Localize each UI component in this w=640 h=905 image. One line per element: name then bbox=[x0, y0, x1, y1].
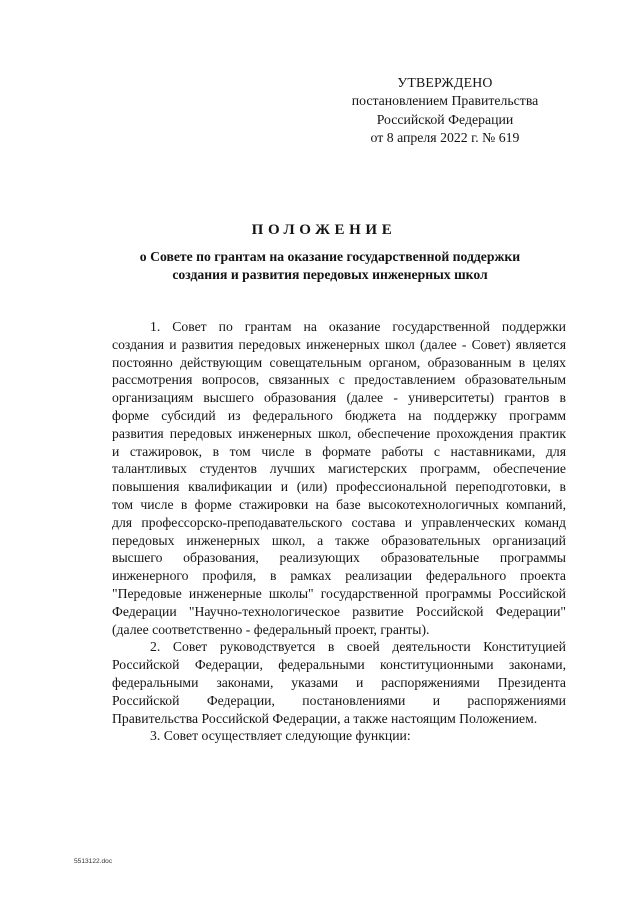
paragraph-2 bbox=[74, 638, 566, 727]
text-line: передовых инженерных школ, а также образовательных организаций bbox=[112, 532, 566, 548]
text-line: "Передовые инженерные школы" государственной программы Российской bbox=[112, 585, 566, 601]
approval-stamp bbox=[300, 74, 590, 148]
document-subtitle bbox=[80, 248, 580, 284]
text-line: Федерации "Научно-технологическое развитие Российской Федерации" bbox=[112, 603, 566, 619]
document-body bbox=[74, 318, 566, 745]
text-line: 3. Совет осуществляет следующие функции: bbox=[150, 728, 411, 744]
text-line: том числе в форме стажировки на базе высокотехнологичных компаний, bbox=[112, 496, 566, 512]
text-line: Правительства Российской Федерации, а также настоящим Положением. bbox=[112, 710, 538, 726]
text-line: федеральными законами, указами и распоряжениями Президента bbox=[112, 674, 566, 690]
text-line: (далее соответственно - федеральный проект, гранты). bbox=[112, 621, 430, 637]
text-line: талантливых студентов лучших магистерских программ, обеспечение bbox=[112, 461, 566, 477]
text-line: форме субсидий из федерального бюджета на поддержку программ bbox=[112, 407, 566, 423]
text-line: Российской Федерации, федеральными конституционными законами, bbox=[112, 657, 566, 673]
text-line: организациям высшего образования (далее - университеты) грантов в bbox=[112, 390, 566, 406]
text-line: 1. Совет по грантам на оказание государственной поддержки bbox=[150, 319, 566, 334]
text-line: Российской Федерации, постановлениями и распоряжениями bbox=[112, 692, 566, 708]
approval-heading: УТВЕРЖДЕНО bbox=[397, 75, 493, 90]
text-line: рассмотрения вопросов, связанных с предоставлением образовательным bbox=[112, 372, 566, 388]
document-title: ПОЛОЖЕНИЕ bbox=[251, 222, 397, 238]
text-line: инженерного профиля, в рамках реализации федерального проекта bbox=[112, 568, 566, 584]
text-line: 2. Совет руководствуется в своей деятельности Конституцией bbox=[150, 639, 566, 655]
approval-line-2: Российской Федерации bbox=[376, 111, 514, 127]
text-line: постоянно действующим совещательным органом, образованным в целях bbox=[112, 354, 566, 370]
text-line: высшего образования, реализующих образовательные программы bbox=[112, 550, 566, 566]
text-line: создания и развития передовых инженерных школ (далее - Совет) является bbox=[112, 336, 566, 352]
paragraph-3 bbox=[74, 727, 566, 745]
text-line: повышения квалификации и (или) профессиональной переподготовки, в bbox=[112, 479, 566, 495]
text-line: для профессорско-преподавательского состава и управленческих команд bbox=[112, 514, 566, 530]
approval-line-3: от 8 апреля 2022 г. № 619 bbox=[370, 130, 520, 146]
subtitle-line-2: создания и развития передовых инженерных школ bbox=[172, 266, 488, 282]
paragraph-1 bbox=[74, 318, 566, 638]
subtitle-line-1: о Совете по грантам на оказание государственной поддержки bbox=[139, 249, 521, 264]
document-file-code: 5513122.doc bbox=[74, 858, 113, 865]
text-line: и стажировок, в том числе в формате работы с наставниками, для bbox=[112, 443, 566, 459]
text-line: развития передовых инженерных школ, обеспечение прохождения практик bbox=[112, 425, 566, 441]
approval-line-1: постановлением Правительства bbox=[351, 93, 539, 109]
